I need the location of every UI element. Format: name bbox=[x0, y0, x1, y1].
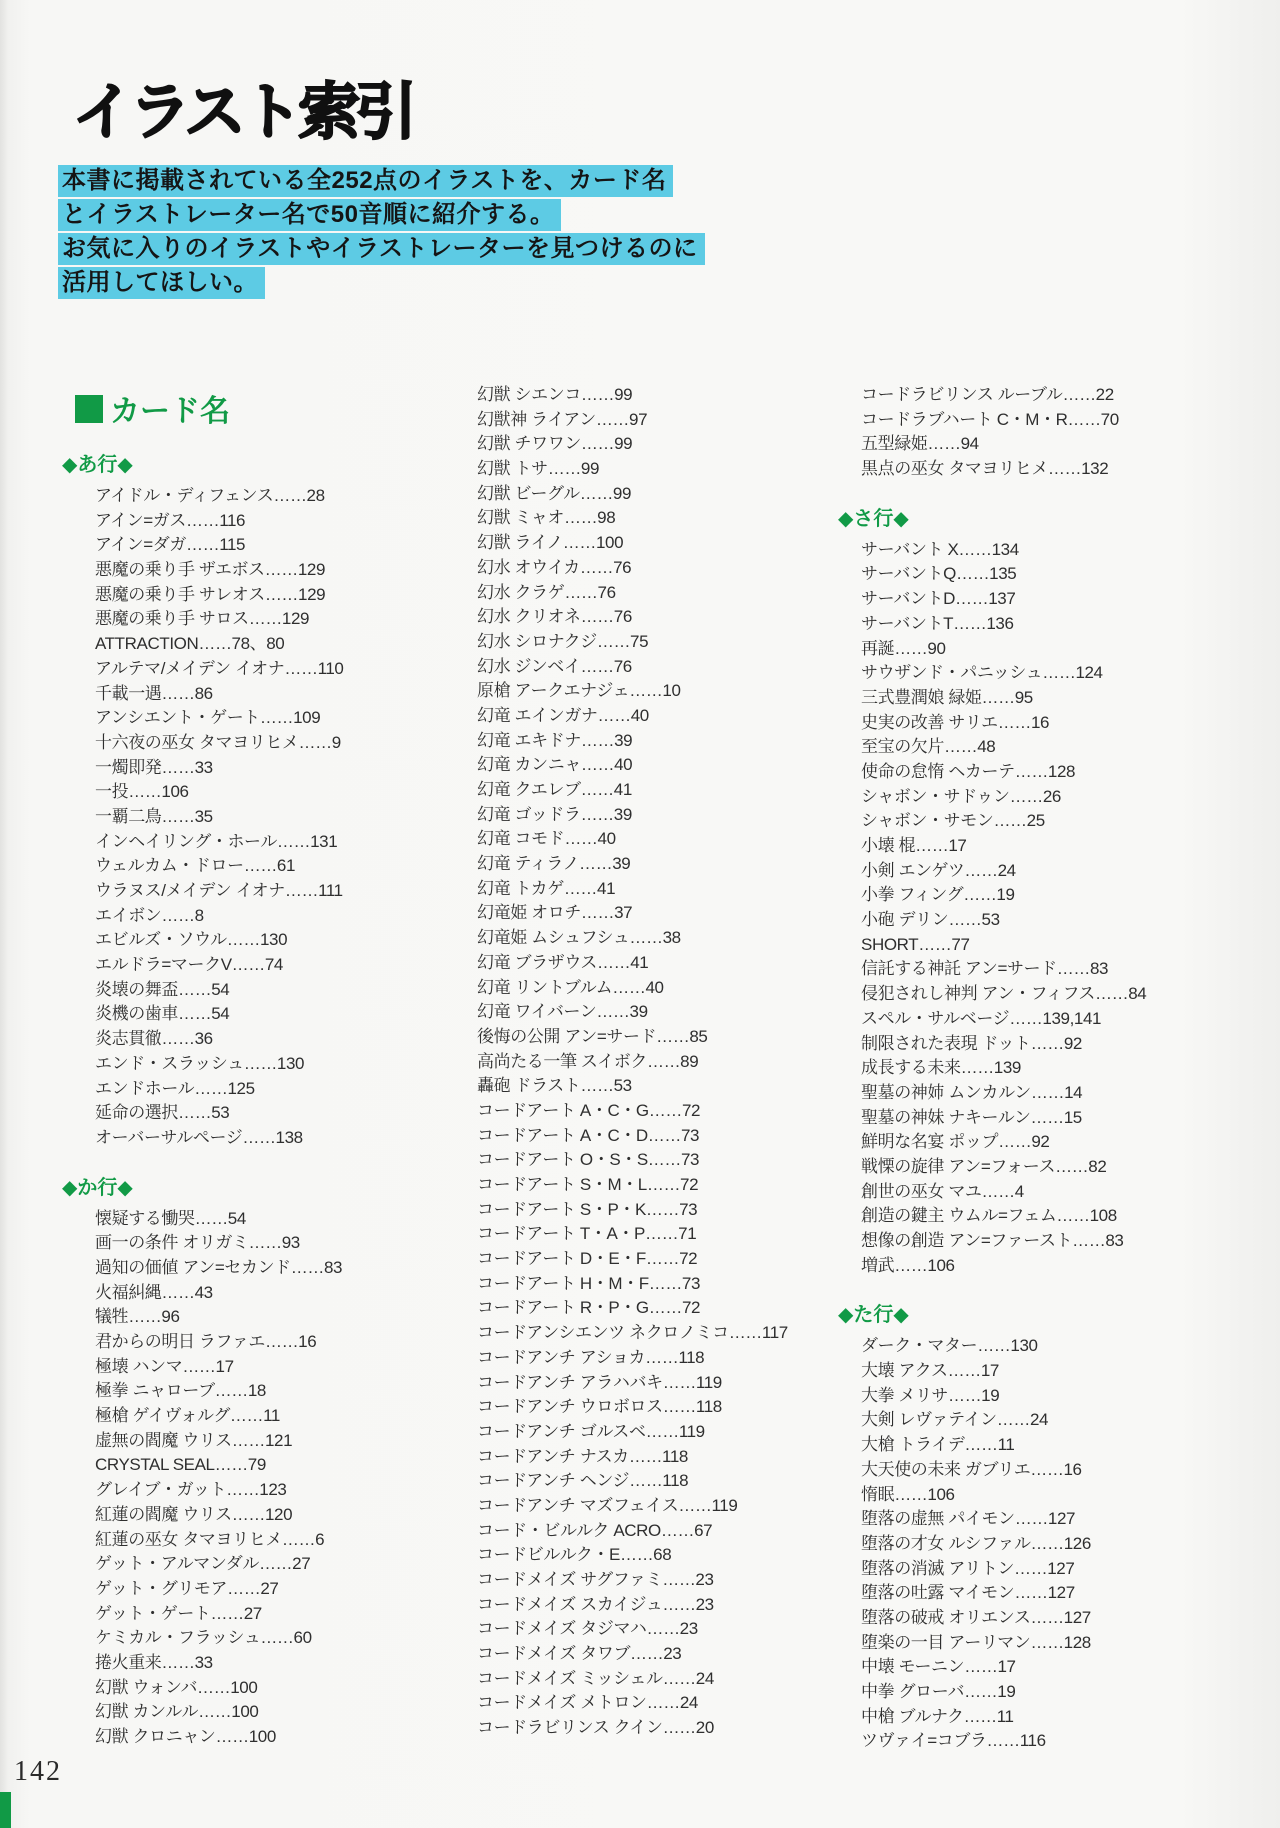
corner-accent-bar bbox=[0, 1792, 11, 1828]
index-entry: 中拳 グローバ……19 bbox=[861, 1682, 1016, 1701]
index-entry: コードラブハート C・M・R……70 bbox=[861, 409, 1119, 429]
index-entry: コードアート O・S・S……73 bbox=[477, 1150, 700, 1170]
kana-section-header: ◆さ行◆ bbox=[838, 507, 909, 530]
index-entry: コードアンチ ゴルスベ……119 bbox=[477, 1421, 705, 1441]
index-entry: 紅蓮の閻魔 ウリス……120 bbox=[95, 1504, 293, 1524]
index-entry: 三式豊潤娘 緑姫……95 bbox=[861, 687, 1033, 707]
page-title: イラスト索引 bbox=[72, 78, 413, 147]
index-entry: 幻竜 エキドナ……39 bbox=[477, 730, 633, 750]
index-entry: 炎壊の舞盃……54 bbox=[95, 979, 230, 999]
index-column-left bbox=[62, 452, 343, 1750]
index-entry: 極槍 ゲイヴォルグ……11 bbox=[95, 1406, 280, 1426]
index-entry: コード・ビルルク ACRO……67 bbox=[477, 1520, 713, 1540]
index-entry: 幻水 シロナクジ……75 bbox=[477, 631, 649, 651]
index-entry: 堕落の消滅 アリトン……127 bbox=[861, 1558, 1075, 1578]
index-entry: コードアンチ アラハバキ……119 bbox=[477, 1372, 722, 1392]
index-entry: 幻竜 リントブルム……40 bbox=[477, 977, 664, 997]
index-entry: インヘイリング・ホール……131 bbox=[95, 831, 338, 851]
intro-line: 本書に掲載されている全252点のイラストを、カード名 bbox=[58, 165, 673, 197]
index-entry: コードアンチ アショカ……118 bbox=[477, 1347, 705, 1367]
index-entry: 幻獣 ビーグル……99 bbox=[477, 483, 632, 503]
index-column-right bbox=[838, 383, 1146, 1754]
index-entry: 制限された表現 ドット……92 bbox=[861, 1033, 1082, 1053]
index-entry: シャボン・サモン……25 bbox=[861, 811, 1045, 831]
index-block bbox=[62, 1175, 343, 1750]
index-entry: コードアンチ ナスカ……118 bbox=[477, 1446, 688, 1466]
kana-section-header: ◆た行◆ bbox=[838, 1304, 909, 1327]
index-entry: アルテマ/メイデン イオナ……110 bbox=[95, 658, 344, 678]
index-entry: 五型緑姫……94 bbox=[861, 434, 979, 454]
index-entry: サーバントT……136 bbox=[861, 613, 1014, 633]
intro-line: 活用してほしい。 bbox=[58, 267, 265, 299]
index-entry: 堕落の破戒 オリエンス……127 bbox=[861, 1607, 1091, 1627]
index-entry: 戦慄の旋律 アン=フォース……82 bbox=[861, 1156, 1107, 1176]
index-entry: コードメイズ タワブ……23 bbox=[477, 1644, 682, 1664]
index-entry: サーバントQ……135 bbox=[861, 564, 1017, 584]
index-entry: 信託する神託 アン=サード……83 bbox=[861, 959, 1109, 979]
index-entry: エビルズ・ソウル……130 bbox=[95, 930, 288, 950]
index-entry: 史実の改善 サリエ……16 bbox=[861, 712, 1050, 732]
index-entry: エンドホール……125 bbox=[95, 1078, 255, 1098]
index-entry: コードラビリンス クイン……20 bbox=[477, 1718, 714, 1738]
index-entry: コードアート H・M・F……73 bbox=[477, 1273, 701, 1293]
index-entry: 幻竜 コモド……40 bbox=[477, 829, 616, 849]
index-entry: 幻竜 ゴッドラ……39 bbox=[477, 804, 632, 824]
index-entry: コードアート A・C・G……72 bbox=[477, 1100, 701, 1120]
index-entry: 幻水 ジンベイ……76 bbox=[477, 656, 632, 676]
index-entry: 小拳 フィング……19 bbox=[861, 885, 1015, 905]
index-entry: 悪魔の乗り手 ザエボス……129 bbox=[95, 560, 326, 580]
index-entry: 堕落の虚無 パイモン……127 bbox=[861, 1509, 1076, 1529]
index-entry: ゲット・ゲート……27 bbox=[95, 1603, 262, 1623]
index-entry: ダーク・マター……130 bbox=[861, 1336, 1038, 1356]
index-entry: 悪魔の乗り手 サレオス……129 bbox=[95, 584, 326, 604]
index-entry: コードアート D・E・F……72 bbox=[477, 1249, 698, 1269]
index-entry: 聖墓の神妹 ナキールン……15 bbox=[861, 1107, 1082, 1127]
index-entry: 幻獣 トサ……99 bbox=[477, 459, 600, 479]
index-entry: 惰眠……106 bbox=[861, 1484, 955, 1504]
index-entry: 大壊 アクス……17 bbox=[861, 1361, 999, 1381]
index-entry: 幻獣 クロニャン……100 bbox=[95, 1727, 276, 1746]
index-entry: 悪魔の乗り手 サロス……129 bbox=[95, 609, 310, 629]
index-entry: エンド・スラッシュ……130 bbox=[95, 1053, 305, 1073]
index-entry: 一投……106 bbox=[95, 782, 189, 802]
index-entry: 幻水 クリオネ……76 bbox=[477, 607, 632, 627]
index-entry: アイン=ダガ……115 bbox=[95, 535, 246, 555]
index-entry: コードラビリンス ルーブル……22 bbox=[861, 385, 1114, 404]
index-entry: アイドル・ディフェンス……28 bbox=[95, 486, 325, 505]
index-entry: 侵犯されし神判 アン・フィフス……84 bbox=[861, 984, 1147, 1004]
index-entry: ツヴァイ=コブラ……116 bbox=[861, 1731, 1046, 1751]
index-entry: ゲット・グリモア……27 bbox=[95, 1578, 279, 1598]
index-entry: 紅蓮の巫女 タマヨリヒメ……6 bbox=[95, 1529, 325, 1549]
index-entry: 鮮明な名宴 ポップ……92 bbox=[861, 1132, 1050, 1152]
index-entry: ゲット・アルマンダル……27 bbox=[95, 1554, 311, 1574]
index-entry: 幻竜姫 ムシュフシュ……38 bbox=[477, 928, 681, 948]
index-entry: スペル・サルベージ……139,141 bbox=[861, 1008, 1102, 1028]
index-entry: 幻獣 ミャオ……98 bbox=[477, 508, 616, 528]
index-entry: コードメイズ タジマハ……23 bbox=[477, 1619, 698, 1639]
index-entry: 千載一遇……86 bbox=[95, 683, 213, 703]
index-entry: コードアンチ マズフェイス……119 bbox=[477, 1495, 738, 1515]
index-entry: コードビルルク・E……68 bbox=[477, 1545, 672, 1565]
index-entry: 延命の選択……53 bbox=[95, 1103, 230, 1123]
index-entry: 堕楽の一目 アーリマン……128 bbox=[861, 1632, 1091, 1652]
index-entry: 黒点の巫女 タマヨリヒメ……132 bbox=[861, 459, 1109, 479]
index-entry: 虚無の閻魔 ウリス……121 bbox=[95, 1430, 293, 1450]
intro-line: お気に入りのイラストやイラストレーターを見つけるのに bbox=[58, 233, 705, 265]
index-entry: 大槍 トライデ……11 bbox=[861, 1435, 1015, 1455]
index-entry: コードアート T・A・P……71 bbox=[477, 1224, 697, 1244]
section-heading-label: カード名 bbox=[110, 395, 230, 428]
kana-section-header: ◆か行◆ bbox=[62, 1176, 133, 1199]
index-entry: コードメイズ メトロン……24 bbox=[477, 1693, 698, 1713]
index-entry: 一覇二鳥……35 bbox=[95, 806, 213, 826]
index-entry: 捲火重来……33 bbox=[95, 1652, 213, 1672]
index-entry: 画一の条件 オリガミ……93 bbox=[95, 1233, 300, 1253]
index-entry: 中壊 モーニン……17 bbox=[861, 1657, 1016, 1677]
index-entry: アンシエント・ゲート……109 bbox=[95, 708, 321, 728]
card-name-section-heading bbox=[75, 386, 230, 430]
index-entry: 轟砲 ドラスト……53 bbox=[477, 1076, 632, 1096]
index-entry: 幻獣 カンルル……100 bbox=[95, 1702, 259, 1722]
index-entry: 幻獣神 ライアン……97 bbox=[477, 409, 648, 429]
index-entry: シャボン・サドゥン……26 bbox=[861, 786, 1061, 806]
index-entry: コードアンチ ウロボロス……118 bbox=[477, 1397, 722, 1417]
index-entry: 君からの明日 ラファエ……16 bbox=[95, 1332, 317, 1351]
index-entry: コードアート S・M・L……72 bbox=[477, 1175, 699, 1194]
index-entry: サーバントD……137 bbox=[861, 589, 1016, 609]
index-entry: 堕落の才女 ルシファル……126 bbox=[861, 1533, 1091, 1553]
index-block bbox=[62, 452, 343, 1151]
index-entry: 幻竜 ブラザウス……41 bbox=[477, 952, 649, 972]
index-entry: 幻竜 トカゲ……41 bbox=[477, 878, 616, 898]
index-entry: 幻獣 チワワン……99 bbox=[477, 434, 633, 454]
index-entry: 聖墓の神姉 ムンカルン……14 bbox=[861, 1082, 1083, 1102]
index-entry: アイン=ガス……116 bbox=[95, 510, 246, 530]
kana-section-header: ◆あ行◆ bbox=[62, 454, 133, 476]
index-entry: 増武……106 bbox=[861, 1255, 955, 1275]
intro-paragraph bbox=[58, 165, 705, 301]
green-square-icon bbox=[75, 395, 103, 423]
index-entry: コードメイズ サグファミ……23 bbox=[477, 1570, 714, 1589]
index-entry: 小剣 エンゲツ……24 bbox=[861, 860, 1016, 880]
index-block bbox=[838, 506, 1146, 1279]
index-entry: 中槍 ブルナク……11 bbox=[861, 1706, 1014, 1726]
index-entry: 幻竜 カンニャ……40 bbox=[477, 755, 633, 775]
index-entry: 極拳 ニャローブ……18 bbox=[95, 1381, 266, 1401]
index-entry: コードアンシエンツ ネクロノミコ……117 bbox=[477, 1323, 788, 1343]
index-entry: 使命の怠惰 ヘカーテ……128 bbox=[861, 761, 1076, 781]
index-entry: オーバーサルページ……138 bbox=[95, 1127, 303, 1147]
index-entry: 大剣 レヴァテイン……24 bbox=[861, 1410, 1049, 1430]
index-entry: エルドラ=マークV……74 bbox=[95, 955, 283, 975]
index-entry: 創世の巫女 マユ……4 bbox=[861, 1181, 1024, 1201]
index-entry: コードアート S・P・K……73 bbox=[477, 1199, 698, 1219]
index-entry: コードアート A・C・D……73 bbox=[477, 1125, 700, 1145]
index-entry: 幻水 クラゲ……76 bbox=[477, 582, 616, 602]
index-entry: 幻獣 ウォンバ……100 bbox=[95, 1677, 258, 1697]
index-entry: ウラヌス/メイデン イオナ……111 bbox=[95, 881, 343, 900]
index-entry: CRYSTAL SEAL……79 bbox=[95, 1455, 266, 1475]
index-entry: サウザンド・パニッシュ……124 bbox=[861, 663, 1103, 683]
intro-line: とイラストレーター名で50音順に紹介する。 bbox=[58, 199, 561, 231]
index-entry: 小壊 棍……17 bbox=[861, 836, 967, 855]
index-entry: 過知の価値 アン=セカンド……83 bbox=[95, 1257, 343, 1277]
index-entry: 犠牲……96 bbox=[95, 1307, 180, 1327]
index-entry: 大拳 メリサ……19 bbox=[861, 1385, 1000, 1405]
index-block bbox=[838, 383, 1146, 482]
index-entry: 大天使の未来 ガブリエ……16 bbox=[861, 1459, 1082, 1479]
index-entry: 一燭即発……33 bbox=[95, 757, 213, 777]
index-entry: コードアンチ ヘンジ……118 bbox=[477, 1471, 689, 1491]
index-entry: コードアート R・P・G……72 bbox=[477, 1298, 701, 1318]
index-entry: 幻獣 シエンコ……99 bbox=[477, 385, 633, 404]
index-entry: 幻竜 エインガナ……40 bbox=[477, 705, 649, 725]
index-entry: 後悔の公開 アン=サード……85 bbox=[477, 1026, 708, 1046]
index-entry: ウェルカム・ドロー……61 bbox=[95, 856, 296, 876]
index-entry: 小砲 デリン……53 bbox=[861, 910, 1000, 930]
index-entry: 高尚たる一筆 スイボク……89 bbox=[477, 1051, 699, 1071]
index-entry: 炎志貫徹……36 bbox=[95, 1029, 213, 1049]
index-entry: 懐疑する慟哭……54 bbox=[95, 1208, 246, 1228]
index-entry: 堕落の吐露 マイモン……127 bbox=[861, 1583, 1075, 1603]
index-entry: 幻水 オウイカ……76 bbox=[477, 557, 632, 577]
index-entry: サーバント X……134 bbox=[861, 539, 1019, 559]
index-entry: ケミカル・フラッシュ……60 bbox=[95, 1628, 312, 1648]
index-entry: 原槍 アークエナジェ……10 bbox=[477, 681, 681, 701]
index-entry: 至宝の欠片……48 bbox=[861, 737, 996, 757]
index-entry: 火福糾縄……43 bbox=[95, 1282, 213, 1302]
index-block bbox=[838, 1302, 1146, 1754]
index-entry: 炎機の歯車……54 bbox=[95, 1004, 230, 1024]
index-entry: 幻竜 ワイバーン……39 bbox=[477, 1002, 648, 1022]
index-entry: グレイブ・ガット……123 bbox=[95, 1480, 287, 1500]
index-entry: 再誕……90 bbox=[861, 638, 946, 658]
index-block bbox=[477, 383, 788, 1741]
index-entry: 幻竜姫 オロチ……37 bbox=[477, 903, 633, 923]
index-entry: 十六夜の巫女 タマヨリヒメ……9 bbox=[95, 732, 341, 752]
index-entry: 想像の創造 アン=ファースト……83 bbox=[861, 1231, 1124, 1250]
index-entry: 幻獣 ライノ……100 bbox=[477, 533, 624, 553]
index-entry: 幻竜 ティラノ……39 bbox=[477, 854, 631, 874]
page-number: 142 bbox=[14, 1756, 62, 1787]
index-entry: SHORT……77 bbox=[861, 934, 970, 954]
index-entry: 創造の鍵主 ウムル=フェム……108 bbox=[861, 1206, 1117, 1226]
index-entry: 成長する未来……139 bbox=[861, 1058, 1021, 1078]
index-column-middle bbox=[477, 383, 788, 1741]
index-entry: 極壊 ハンマ……17 bbox=[95, 1356, 234, 1376]
index-entry: コードメイズ スカイジュ……23 bbox=[477, 1594, 714, 1614]
index-entry: コードメイズ ミッシェル……24 bbox=[477, 1668, 714, 1688]
index-entry: 幻竜 クエレブ……41 bbox=[477, 780, 632, 799]
index-entry: ATTRACTION……78、80 bbox=[95, 634, 285, 654]
index-entry: エイボン……8 bbox=[95, 905, 204, 925]
